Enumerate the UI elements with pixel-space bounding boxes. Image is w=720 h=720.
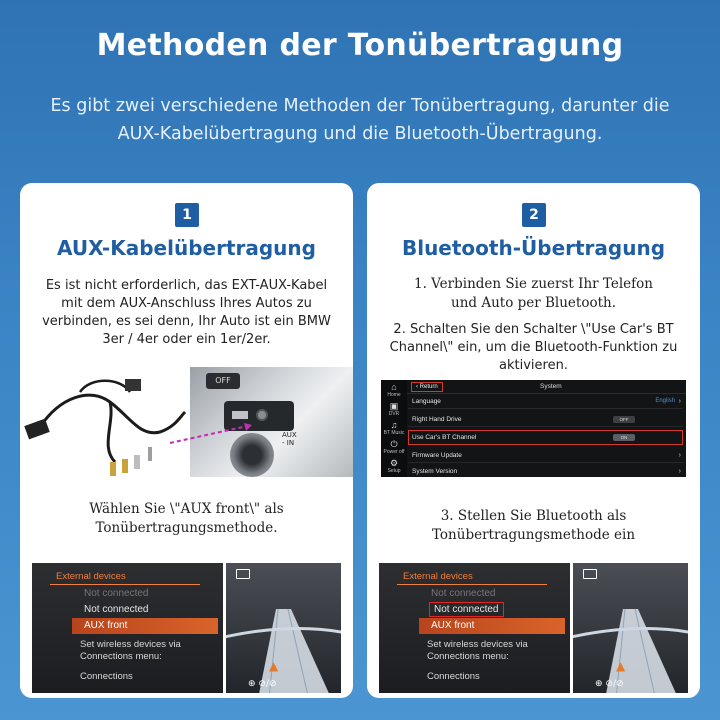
aux-method-card <box>20 183 353 698</box>
device-row[interactable]: Not connected <box>431 588 496 599</box>
setup-nav-item[interactable]: ⚙ Setup <box>381 458 407 474</box>
page-title: Methoden der Tonübertragung <box>96 28 624 63</box>
step-line: Channel\" ein, um die Bluetooth-Funktion zu <box>389 340 678 355</box>
aux-in-label: AUX - IN <box>282 431 297 447</box>
map-road-graphic <box>573 599 688 693</box>
car-position-icon: ▲ <box>269 659 279 673</box>
screen-icon <box>583 569 597 579</box>
usb-aux-panel <box>224 401 297 447</box>
navigation-map <box>573 563 688 693</box>
language-value: English <box>655 398 675 404</box>
music-icon: ♫ <box>390 420 398 430</box>
subtitle-line: AUX-Kabelübertragung und die Bluetooth-Übertragung. <box>117 124 603 144</box>
device-row[interactable]: Not connected <box>84 588 149 599</box>
description-line: verbinden, es sei denn, Ihr Auto ist ein BMW <box>42 314 331 329</box>
step-line: Tonübertragungsmethode ein <box>431 527 636 543</box>
description-line: 3er / 4er oder ein 1er/2er. <box>102 332 271 347</box>
return-button[interactable]: ‹ Return <box>411 382 443 392</box>
aux-cable-illustration <box>20 367 353 487</box>
firmware-update-row[interactable]: Firmware Update › <box>408 448 683 463</box>
car-aux-port-photo <box>190 367 353 477</box>
menu-heading-underline <box>50 584 200 585</box>
step-line: aktivieren. <box>499 358 568 373</box>
power-socket <box>230 433 274 477</box>
usb-port <box>232 411 248 419</box>
menu-sub-text: Connections menu: <box>80 651 162 662</box>
screen-icon <box>236 569 250 579</box>
chevron-right-icon: › <box>678 398 681 405</box>
home-nav-item[interactable]: ⌂ Home <box>381 382 407 398</box>
menu-sub-text: Set wireless devices via <box>80 639 181 650</box>
map-status: ⊕ ⊘/⊘ <box>248 679 277 689</box>
card-description <box>32 277 341 349</box>
aux-instruction <box>32 500 341 538</box>
settings-title: System <box>540 383 562 390</box>
step-line: 2. Schalten Sie den Schalter \"Use Car's BT <box>393 322 674 337</box>
settings-topbar <box>407 380 686 394</box>
menu-sub-text: Connections menu: <box>427 651 509 662</box>
power-icon: ⏻ <box>390 439 398 449</box>
external-devices-menu <box>32 563 223 693</box>
dvr-nav-item[interactable]: ▣ DVR <box>381 401 407 417</box>
description-line: Es ist nicht erforderlich, das EXT-AUX-Kabel <box>45 278 328 293</box>
description-line: mit dem AUX-Anschluss Ihres Autos zu <box>61 296 312 311</box>
chevron-right-icon: › <box>678 452 681 459</box>
menu-sub-text: Set wireless devices via <box>427 639 528 650</box>
home-icon: ⌂ <box>391 382 397 392</box>
step-number-badge: 2 <box>522 203 546 227</box>
card-title: Bluetooth-Übertragung <box>401 236 666 260</box>
map-road-graphic <box>226 599 341 693</box>
off-button-label: OFF <box>206 373 240 389</box>
step1-text <box>379 275 688 313</box>
bt-channel-toggle[interactable]: ON <box>613 434 635 441</box>
right-hand-drive-row[interactable]: Right Hand Drive OFF <box>408 412 683 427</box>
aux-cable-image <box>20 367 190 487</box>
external-devices-menu <box>379 563 570 693</box>
step-line: und Auto per Bluetooth. <box>451 295 616 311</box>
subtitle-line: Es gibt zwei verschiedene Methoden der Tonübertragung, darunter die <box>50 96 670 116</box>
card-title: AUX-Kabelübertragung <box>57 236 316 260</box>
instruction-line: Wählen Sie \"AUX front\" als <box>89 501 284 517</box>
instruction-line: Tonübertragungsmethode. <box>95 520 278 536</box>
aux-front-row[interactable]: AUX front <box>72 618 218 634</box>
step-line: 3. Stellen Sie Bluetooth als <box>440 508 627 524</box>
aux-front-row[interactable]: AUX front <box>419 618 565 634</box>
car-position-icon: ▲ <box>616 659 626 673</box>
language-row[interactable]: Language English › <box>408 394 683 409</box>
dvr-icon: ▣ <box>389 401 399 411</box>
menu-heading: External devices <box>56 571 126 582</box>
power-off-nav-item[interactable]: ⏻ Power off <box>381 439 407 455</box>
step-number-badge: 1 <box>175 203 199 227</box>
chevron-right-icon: › <box>678 468 681 475</box>
navigation-map <box>226 563 341 693</box>
use-car-bt-channel-row[interactable]: Use Car's BT Channel ON <box>408 430 683 445</box>
settings-sidebar <box>381 380 407 477</box>
step-line: 1. Verbinden Sie zuerst Ihr Telefon <box>414 276 653 292</box>
device-row[interactable]: Not connected <box>84 604 149 615</box>
aux-port <box>256 409 268 421</box>
page-subtitle <box>20 92 700 148</box>
map-status: ⊕ ⊘/⊘ <box>595 679 624 689</box>
connections-link[interactable]: Connections <box>427 671 480 682</box>
bluetooth-device-row[interactable]: Not connected <box>431 604 502 615</box>
settings-screen <box>381 380 686 477</box>
right-hand-drive-toggle[interactable]: OFF <box>613 416 635 423</box>
step3-text <box>379 507 688 545</box>
bluetooth-method-card <box>367 183 700 698</box>
system-version-row[interactable]: System Version › <box>408 464 683 477</box>
menu-heading-underline <box>397 584 547 585</box>
idrive-screen <box>32 563 341 693</box>
gear-icon: ⚙ <box>389 458 399 468</box>
menu-heading: External devices <box>403 571 473 582</box>
idrive-screen <box>379 563 688 693</box>
bt-music-nav-item[interactable]: ♫ BT Music <box>381 420 407 436</box>
step2-text <box>379 321 688 375</box>
connections-link[interactable]: Connections <box>80 671 133 682</box>
